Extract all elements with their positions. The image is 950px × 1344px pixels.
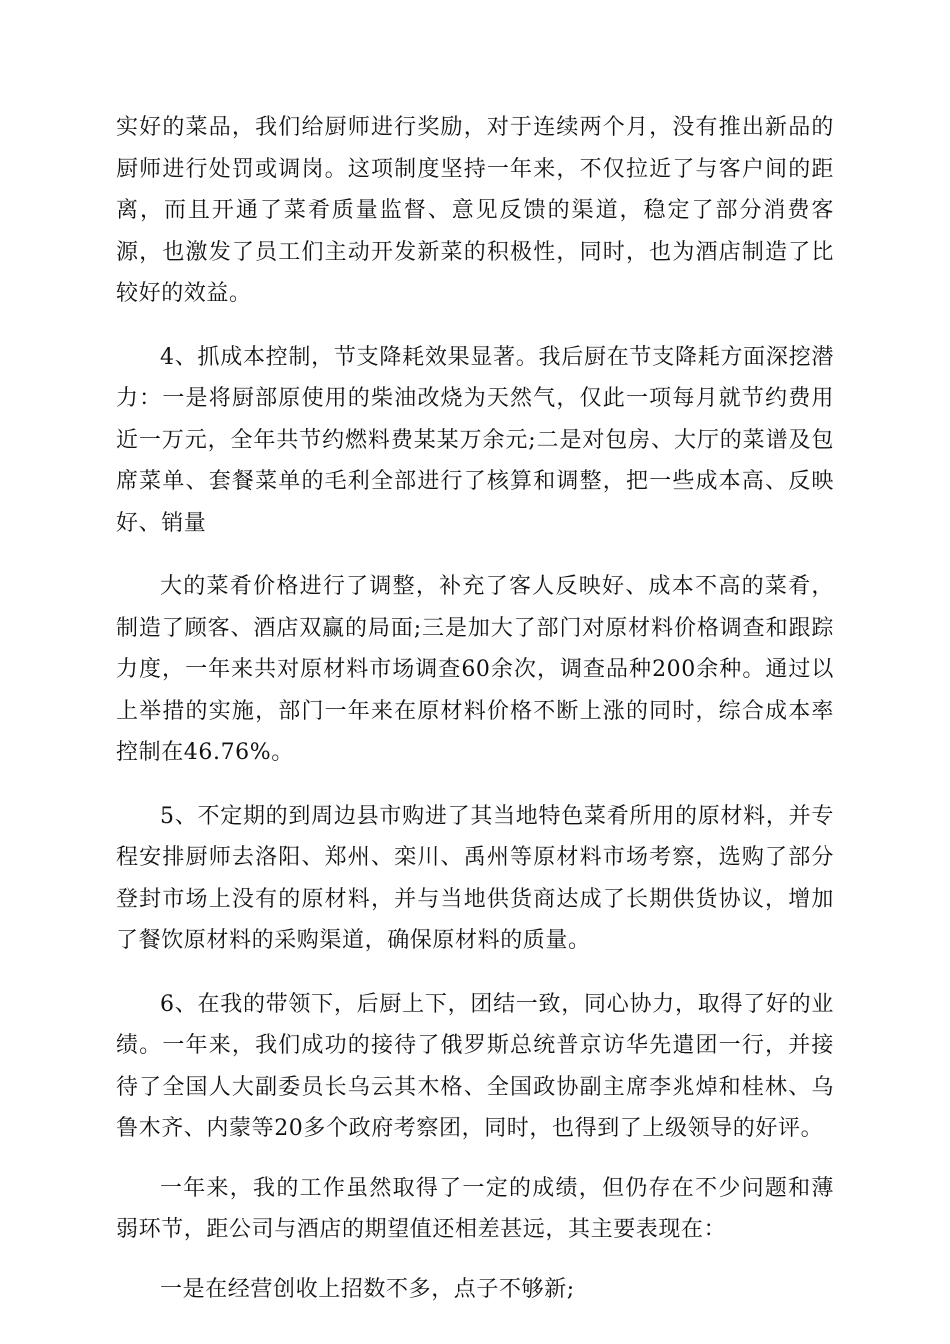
document-body (116, 107, 834, 1310)
paragraph-shortcoming-1: 一是在经营创收上招数不多，点子不够新; (160, 1276, 575, 1302)
paragraph-continuation: 实好的菜品，我们给厨师进行奖励，对于连续两个月，没有推出新品的厨师进行处罚或调岗。这项制度坚持一年来，不仅拉近了与客户间的距离，而且开通了菜肴质量监督、意见反馈的渠道，稳定了部分消费客源，也激发了员工们主动开发新菜的积极性，同时，也为酒店制造了比较好的效益。 (116, 115, 834, 306)
paragraph-item-4: 4、抓成本控制，节支降耗效果显著。我后厨在节支降耗方面深挖潜力：一是将厨部原使用的柴油改烧为天然气，仅此一项每月就节约费用近一万元，全年共节约燃料费某某万余元;二是对包房、大厅的菜谱及包席菜单、套餐菜单的毛利全部进行了核算和调整，把一些成本高、反映好、销量 (116, 344, 834, 536)
paragraph-item-6: 6、在我的带领下，后厨上下，团结一致，同心协力，取得了好的业绩。一年来，我们成功的接待了俄罗斯总统普京访华先遣团一行，并接待了全国人大副委员长乌云其木格、全国政协副主席李兆焯和桂林、乌鲁木齐、内蒙等20多个政府考察团，同时，也得到了上级领导的好评。 (116, 991, 834, 1141)
paragraph-item-4-continued: 大的菜肴价格进行了调整，补充了客人反映好、成本不高的菜肴，制造了顾客、酒店双赢的局面;三是加大了部门对原材料价格调查和跟踪力度，一年来共对原材料市场调查60余次，调查品种200余种。通过以上举措的实施，部门一年来在原材料价格不断上涨的同时，综合成本率控制在46.76%。 (116, 574, 834, 765)
paragraph-shortcomings-intro: 一年来，我的工作虽然取得了一定的成绩，但仍存在不少问题和薄弱环节，距公司与酒店的期望值还相差甚远，其主要表现在： (116, 1175, 834, 1242)
paragraph-item-5: 5、不定期的到周边县市购进了其当地特色菜肴所用的原材料，并专程安排厨师去洛阳、郑州、栾川、禹州等原材料市场考察，选购了部分登封市场上没有的原材料，并与当地供货商达成了长期供货协议，增加了餐饮原材料的采购渠道，确保原材料的质量。 (116, 803, 834, 953)
